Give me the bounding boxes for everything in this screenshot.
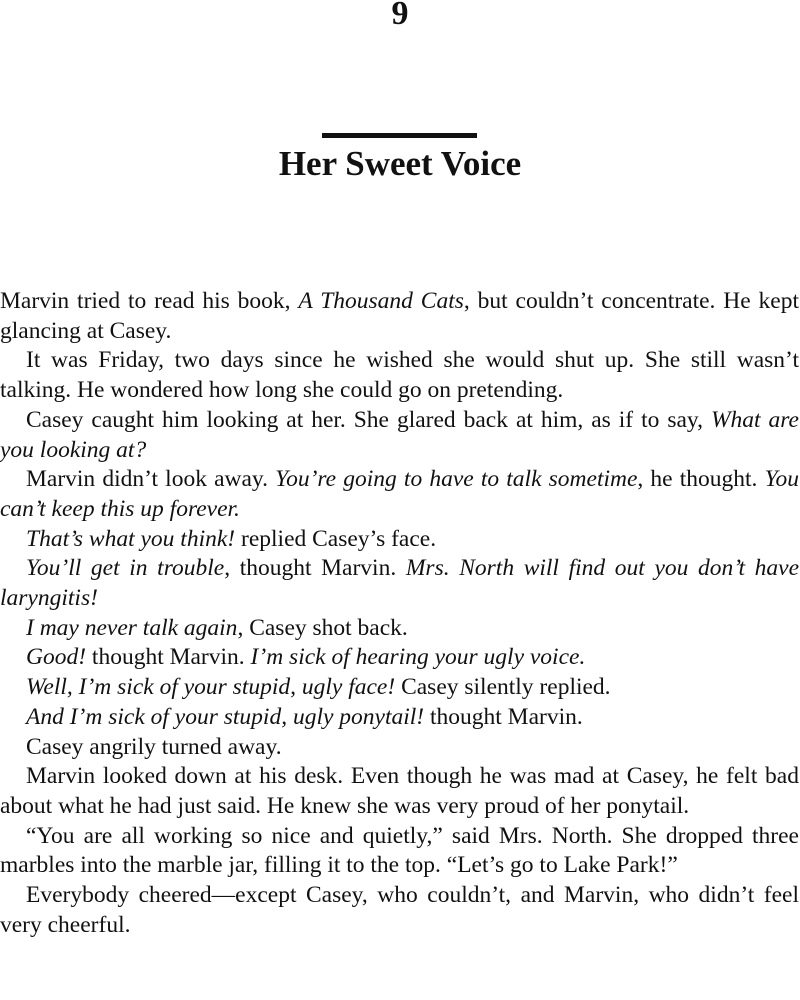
chapter-number: 9 — [391, 0, 409, 32]
paragraph — [0, 822, 799, 881]
italic-text-segment: Good! — [26, 644, 87, 671]
italic-text-segment: You’re going to have to talk sometime — [275, 466, 638, 493]
italic-text-segment: I may never talk again — [26, 614, 238, 641]
paragraph — [0, 554, 799, 613]
text-segment: , he thought. — [637, 466, 765, 493]
paragraph — [0, 525, 799, 555]
text-segment: “You are all working so nice and quietly,” said Mrs. North. She dropped three marbles into the marble jar, filling it to the top. “Let’s go to Lake Park!” — [0, 822, 799, 879]
text-segment: Casey angrily turned away. — [26, 733, 282, 760]
italic-text-segment: You’ll get in trouble — [26, 555, 225, 582]
text-segment: , Casey shot back. — [237, 614, 408, 641]
text-segment: Casey silently replied. — [395, 674, 611, 701]
text-segment: thought Marvin. — [86, 644, 251, 671]
chapter-title-rule — [322, 133, 477, 138]
paragraph — [0, 703, 799, 733]
paragraph — [0, 346, 799, 405]
paragraph — [0, 614, 799, 644]
text-segment: Marvin tried to read his book, — [0, 288, 299, 314]
italic-text-segment: A Thousand Cats — [298, 288, 464, 314]
italic-text-segment: You can’t keep this up forever. — [0, 466, 799, 522]
paragraph — [0, 881, 799, 940]
italic-text-segment: What are you looking at? — [0, 406, 799, 463]
paragraph — [0, 673, 799, 703]
text-segment: Casey caught him looking at her. She glared back at him, as if to say, — [26, 406, 711, 433]
text-segment: Marvin looked down at his desk. Even though he was mad at Casey, he felt bad about what he had just said. He knew she was very proud of her ponytail. — [0, 763, 799, 819]
paragraph — [0, 287, 799, 346]
text-segment: , but couldn’t concentrate. He kept glancing at Casey. — [0, 288, 799, 344]
paragraph — [0, 406, 799, 465]
italic-text-segment: Well, I’m sick of your stupid, ugly face! — [26, 674, 396, 701]
italic-text-segment: That’s what you think! — [26, 525, 236, 552]
chapter-body — [0, 287, 799, 940]
text-segment: , thought Marvin. — [224, 555, 406, 582]
paragraph — [0, 643, 799, 673]
text-segment: It was Friday, two days since he wished she would shut up. She still wasn’t talking. He wondered how long she could go on pretending. — [0, 347, 799, 404]
italic-text-segment: Mrs. North will find out you don’t have laryngitis! — [0, 555, 799, 612]
text-segment: Everybody cheered—except Casey, who couldn’t, and Marvin, who didn’t feel very cheerful. — [0, 882, 799, 938]
italic-text-segment: And I’m sick of your stupid, ugly ponytail! — [26, 703, 425, 730]
text-segment: thought Marvin. — [424, 703, 583, 730]
chapter-title: Her Sweet Voice — [278, 144, 522, 183]
paragraph — [0, 465, 799, 524]
text-segment: Marvin didn’t look away. — [26, 466, 276, 493]
italic-text-segment: I’m sick of hearing your ugly voice. — [250, 644, 586, 671]
text-segment: replied Casey’s face. — [235, 525, 437, 552]
paragraph — [0, 733, 799, 763]
paragraph — [0, 762, 799, 821]
